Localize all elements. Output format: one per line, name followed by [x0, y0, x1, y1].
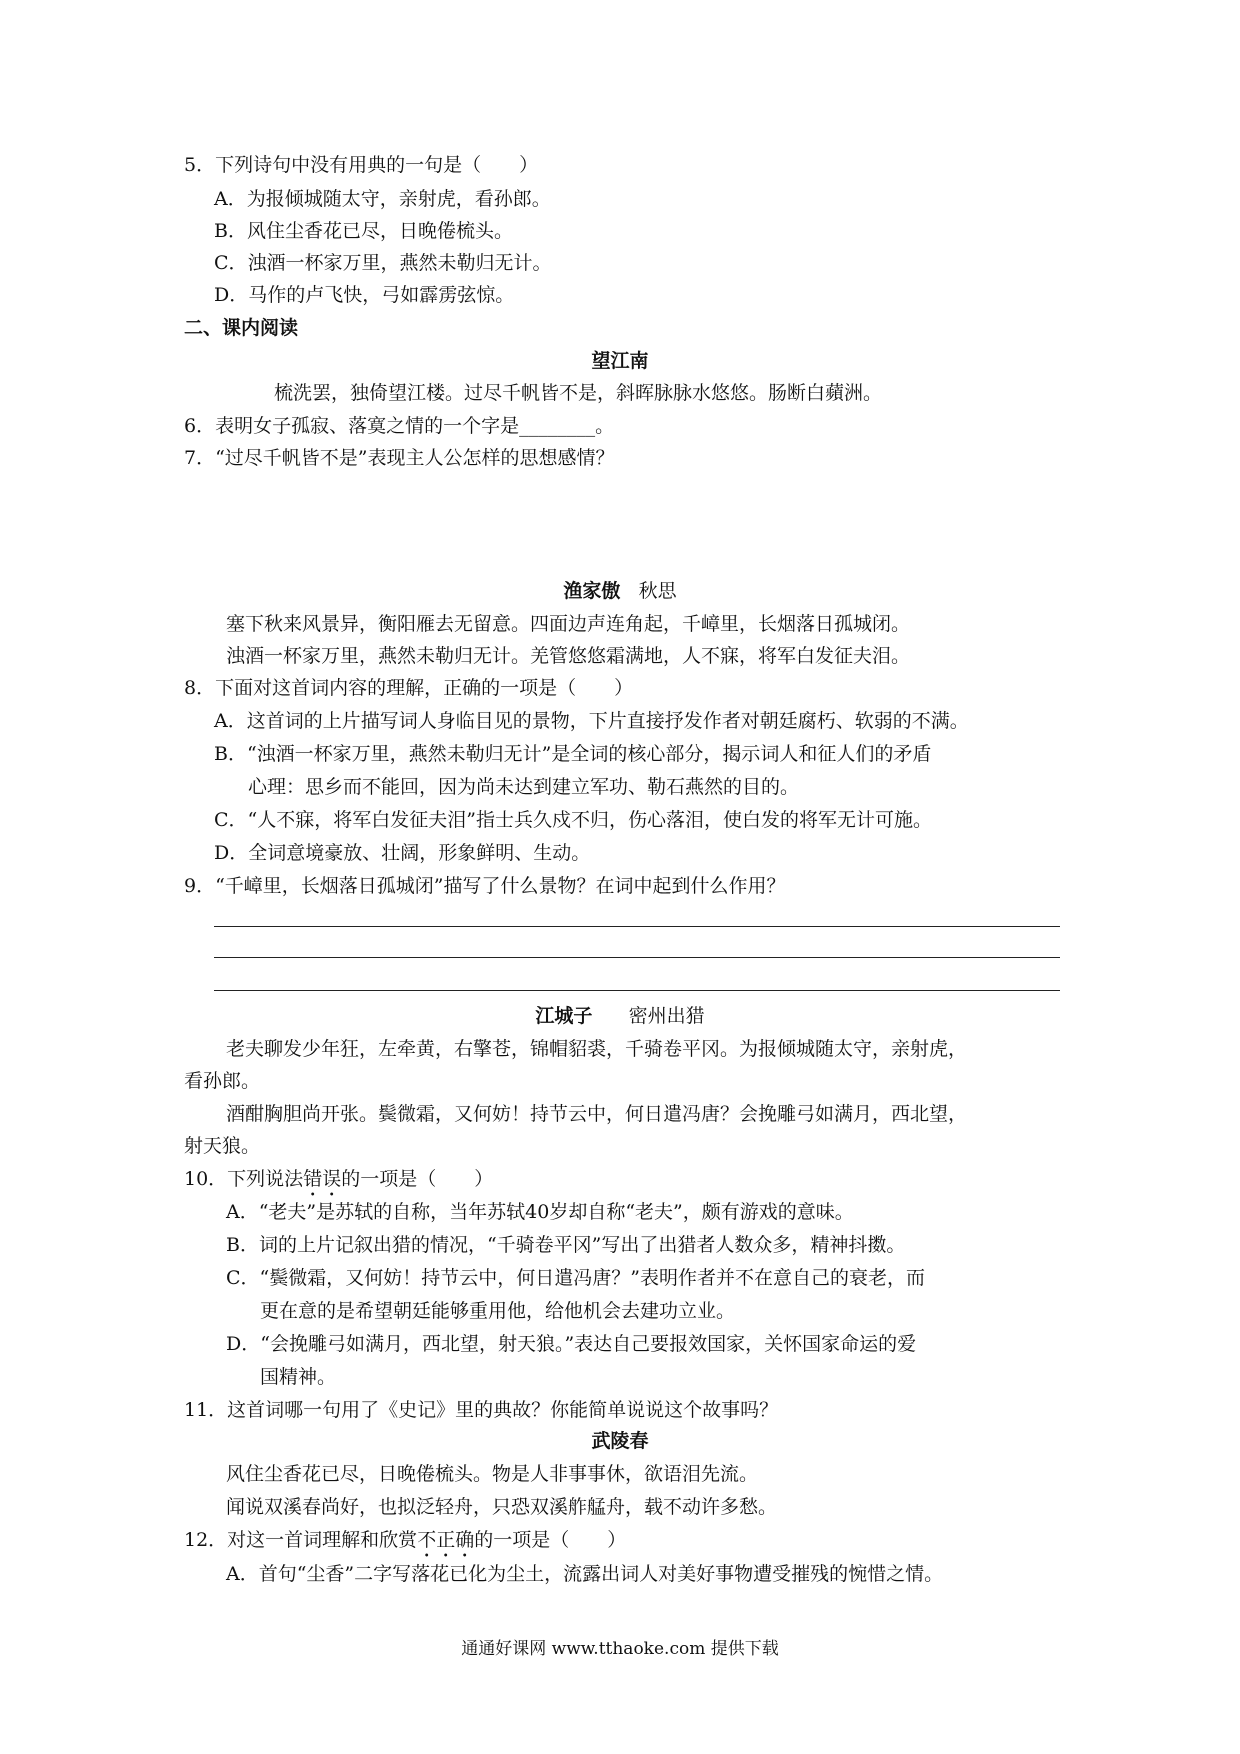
poem2-heading [0, 578, 1240, 604]
poem4-title: 武陵春 [591, 1430, 649, 1452]
q10-option-c: C．“鬓微霜，又何妨！持节云中，何日遣冯唐？”表明作者并不在意自己的衰老，而 [226, 1267, 925, 1289]
page-footer: 通通好课网 www.tthaoke.com 提供下载 [461, 1639, 779, 1659]
q10-stem-before: 10．下列说法 [184, 1168, 304, 1190]
q10-option-c-cont: 更在意的是希望朝廷能够重用他，给他机会去建功立业。 [260, 1300, 736, 1322]
q10-stem-emphasis: 错误 [303, 1168, 342, 1190]
q5-stem: 5．下列诗句中没有用典的一句是（ ） [184, 154, 539, 176]
q5-option-d: D．马作的卢飞快，弓如霹雳弦惊。 [214, 284, 515, 306]
q10-option-d: D．“会挽雕弓如满月，西北望，射天狼。”表达自己要报效国家，关怀国家命运的爱 [226, 1333, 917, 1355]
q10-option-b: B．词的上片记叙出猎的情况，“千骑卷平冈”写出了出猎者人数众多，精神抖擞。 [226, 1234, 906, 1256]
poem3-line-1: 老夫聊发少年狂，左牵黄，右擎苍，锦帽貂裘，千骑卷平冈。为报倾城随太守，亲射虎， [226, 1038, 968, 1060]
section-heading: 二、课内阅读 [184, 317, 299, 339]
poem2-line-1: 塞下秋来风景异，衡阳雁去无留意。四面边声连角起，千嶂里，长烟落日孤城闭。 [226, 613, 911, 635]
answer-line-2 [214, 957, 1060, 958]
q12-stem [184, 1527, 626, 1562]
poem3-line-2: 看孙郎。 [184, 1070, 261, 1092]
poem3-subtitle: 密州出猎 [628, 1005, 705, 1027]
q10-option-a: A．“老夫”是苏轼的自称，当年苏轼40岁却自称“老夫”，颇有游戏的意味。 [226, 1201, 854, 1223]
poem2-title: 渔家傲 [563, 580, 621, 602]
q12-option-a: A．首句“尘香”二字写落花已化为尘土，流露出词人对美好事物遭受摧残的惋惜之情。 [226, 1563, 944, 1585]
q8-option-b-cont: 心理：思乡而不能回，因为尚未达到建立军功、勒石燕然的目的。 [248, 776, 800, 798]
poem2-subtitle: 秋思 [638, 580, 677, 602]
q11-text: 11．这首词哪一句用了《史记》里的典故？你能简单说说这个故事吗？ [184, 1399, 779, 1421]
poem1-title: 望江南 [591, 350, 649, 372]
q9-text: 9．“千嶂里，长烟落日孤城闭”描写了什么景物？在词中起到什么作用？ [184, 875, 786, 897]
poem3-heading [0, 1003, 1240, 1029]
q5-option-a: A．为报倾城随太守，亲射虎，看孙郎。 [214, 188, 551, 210]
q8-option-a: A．这首词的上片描写词人身临目见的景物，下片直接抒发作者对朝廷腐朽、软弱的不满。 [214, 710, 969, 732]
q6-text: 6．表明女子孤寂、落寞之情的一个字是________。 [184, 415, 615, 437]
q12-stem-before: 12．对这一首词理解和欣赏 [184, 1529, 418, 1551]
poem2-line-2: 浊酒一杯家万里，燕然未勒归无计。羌管悠悠霜满地，人不寐，将军白发征夫泪。 [226, 645, 911, 667]
poem4-line-2: 闻说双溪春尚好，也拟泛轻舟，只恐双溪舴艋舟，载不动许多愁。 [226, 1496, 778, 1518]
q12-stem-emphasis: 不正确 [417, 1529, 475, 1551]
q7-text: 7．“过尽千帆皆不是”表现主人公怎样的思想感情？ [184, 447, 615, 469]
poem3-line-3: 酒酣胸胆尚开张。鬓微霜，又何妨！持节云中，何日遣冯唐？会挽雕弓如满月，西北望， [226, 1103, 968, 1125]
q8-option-c: C．“人不寐，将军白发征夫泪”指士兵久戍不归，伤心落泪，使白发的将军无计可施。 [214, 809, 932, 831]
answer-line-3 [214, 990, 1060, 991]
answer-line-1 [214, 926, 1060, 927]
q5-option-c: C．浊酒一杯家万里，燕然未勒归无计。 [214, 252, 552, 274]
q12-stem-after: 的一项是（ ） [474, 1529, 627, 1551]
poem3-title: 江城子 [535, 1005, 593, 1027]
q5-option-b: B．风住尘香花已尽，日晚倦梳头。 [214, 220, 513, 242]
q10-stem-after: 的一项是（ ） [341, 1168, 494, 1190]
poem4-line-1: 风住尘香花已尽，日晚倦梳头。物是人非事事休，欲语泪先流。 [226, 1463, 759, 1485]
q8-option-b: B．“浊酒一杯家万里，燕然未勒归无计”是全词的核心部分，揭示词人和征人们的矛盾 [214, 743, 932, 765]
q8-stem: 8．下面对这首词内容的理解，正确的一项是（ ） [184, 677, 634, 699]
q10-option-d-cont: 国精神。 [260, 1366, 337, 1388]
q8-option-d: D．全词意境豪放、壮阔，形象鲜明、生动。 [214, 842, 591, 864]
q10-stem [184, 1166, 493, 1201]
poem1-text: 梳洗罢，独倚望江楼。过尽千帆皆不是，斜晖脉脉水悠悠。肠断白蘋洲。 [274, 382, 883, 404]
poem3-line-4: 射天狼。 [184, 1135, 261, 1157]
